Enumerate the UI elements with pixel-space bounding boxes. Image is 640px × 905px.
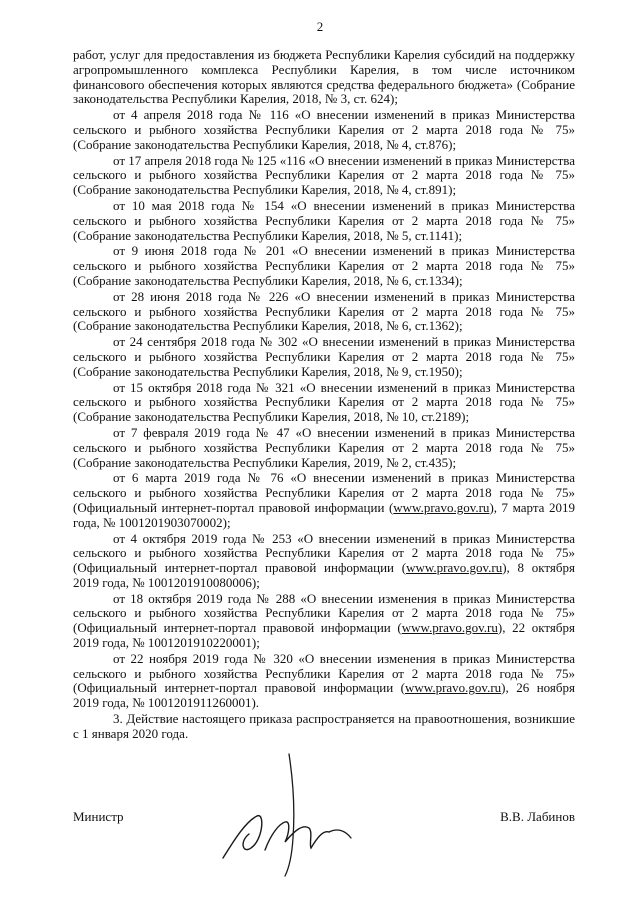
pravo-portal-link[interactable]: www.pravo.gov.ru <box>405 680 502 696</box>
paragraph-text: от 15 октября 2018 года № 321 «О внесении изменений в приказ Министерства сельского и рыбного хозяйства Республики Карелия от 2 марта 2018 года № 75» (Собрание законодательства Республики Карелия, 2018, № 10, ст.2189); <box>73 379 575 425</box>
paragraph-text: от 17 апреля 2018 года № 125 «116 «О внесении изменений в приказ Министерства сельского и рыбного хозяйства Республики Карелия от 2 марта 2018 года № 75» (Собрание законодательства Республики Карелия, 2018, № 4, ст.891); <box>73 152 575 198</box>
document-paragraph <box>73 244 575 288</box>
paragraph-text: ), 22 октября 2019 года, № 1001201910220001); <box>73 620 575 651</box>
paragraph-text: от 18 октября 2019 года № 288 «О внесении изменения в приказ Министерства сельского и рыбного хозяйства Республики Карелия от 2 марта 2018 года № 75» (Официальный интернет-портал правовой информации ( <box>73 590 575 636</box>
page-number: 2 <box>316 19 324 34</box>
paragraph-text: от 22 ноября 2019 года № 320 «О внесении изменения в приказ Министерства сельского и рыбного хозяйства Республики Карелия от 2 марта 2018 года № 75» (Официальный интернет-портал правовой информации ( <box>73 650 575 696</box>
document-paragraph <box>73 381 575 425</box>
document-paragraph <box>73 48 575 107</box>
paragraph-text: от 7 февраля 2019 года № 47 «О внесении изменений в приказ Министерства сельского и рыбного хозяйства Республики Карелия от 2 марта 2018 года № 75» (Собрание законодательства Республики Карелия, 2019, № 2, ст.435); <box>73 424 575 470</box>
pravo-portal-link[interactable]: www.pravo.gov.ru <box>406 560 503 576</box>
signature-block <box>73 810 575 830</box>
document-body <box>73 48 575 743</box>
handwritten-signature <box>205 730 365 880</box>
document-paragraph <box>73 532 575 591</box>
document-paragraph <box>73 335 575 379</box>
document-paragraph <box>73 154 575 198</box>
paragraph-text: от 4 октября 2019 года № 253 «О внесении изменений в приказ Министерства сельского и рыбного хозяйства Республики Карелия от 2 марта 2018 года № 75» (Официальный интернет-портал правовой информации ( <box>73 530 575 576</box>
paragraph-text: 3. Действие настоящего приказа распространяется на правоотношения, возникшие с 1 января 2020 года. <box>73 711 575 741</box>
signer-role: Министр <box>73 809 124 824</box>
paragraph-text: ), 8 октября 2019 года, № 1001201910080006); <box>73 560 576 590</box>
signer-name: В.В. Лабинов <box>500 809 575 824</box>
paragraph-text: от 28 июня 2018 года № 226 «О внесении изменений в приказ Министерства сельского и рыбного хозяйства Республики Карелия от 2 марта 2018 года № 75» (Собрание законодательства Республики Карелия, 2018, № 6, ст.1362); <box>73 288 575 334</box>
paragraph-text: от 24 сентября 2018 года № 302 «О внесении изменений в приказ Министерства сельского и рыбного хозяйства Республики Карелия от 2 марта 2018 года № 75» (Собрание законодательства Республики Карелия, 2018, № 9, ст.1950); <box>73 334 575 379</box>
paragraph-text: от 6 марта 2019 года № 76 «О внесении изменений в приказ Министерства сельского и рыбного хозяйства Республики Карелия от 2 марта 2018 года № 75» (Официальный интернет-портал правовой информации ( <box>73 470 575 515</box>
pravo-portal-link[interactable]: www.pravo.gov.ru <box>393 499 490 515</box>
paragraph-text: от 4 апреля 2018 года № 116 «О внесении изменений в приказ Министерства сельского и рыбного хозяйства Республики Карелия от 2 марта 2018 года № 75» (Собрание законодательства Республики Карелия, 2018, № 4, ст.876); <box>73 107 575 152</box>
paragraph-text: от 9 июня 2018 года № 201 «О внесении изменений в приказ Министерства сельского и рыбного хозяйства Республики Карелия от 2 марта 2018 года № 75» (Собрание законодательства Республики Карелия, 2018, № 6, ст.1334); <box>73 243 575 288</box>
document-paragraph <box>73 426 575 470</box>
paragraph-text: работ, услуг для предоставления из бюджета Республики Карелия субсидий на поддержку агропромышленного комплекса Республики Карелия, в том числе источником финансового обеспечения которых являются средства федерального бюджета» (Собрание законодательства Республики Карелия, 2018, № 3, ст. 624); <box>73 47 575 107</box>
document-paragraph <box>73 471 575 530</box>
document-paragraph <box>73 592 575 651</box>
document-paragraph <box>73 199 575 243</box>
paragraph-text: ), 26 ноября 2019 года, № 1001201911260001). <box>73 680 575 711</box>
pravo-portal-link[interactable]: www.pravo.gov.ru <box>401 620 498 636</box>
document-paragraph <box>73 652 575 711</box>
document-paragraph <box>73 290 575 334</box>
document-paragraph <box>73 108 575 152</box>
paragraph-text: ), 7 марта 2019 года, № 1001201903070002); <box>73 499 575 530</box>
paragraph-text: от 10 мая 2018 года № 154 «О внесении изменений в приказ Министерства сельского и рыбного хозяйства Республики Карелия от 2 марта 2018 года № 75» (Собрание законодательства Республики Карелия, 2018, № 5, ст.1141); <box>73 197 575 243</box>
